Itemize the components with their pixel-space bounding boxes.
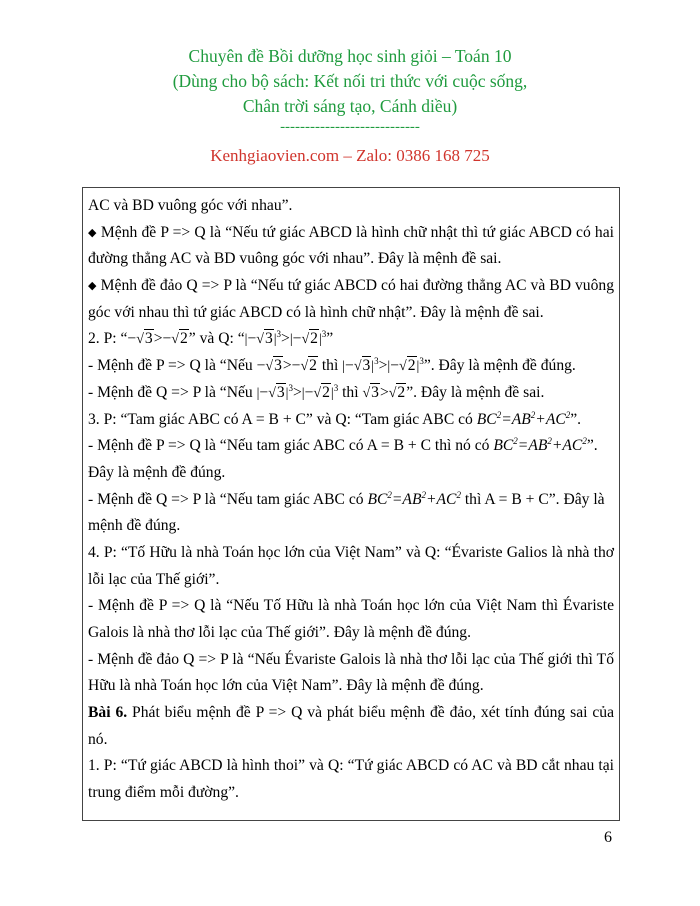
header-subtitle-2: Chân trời sáng tạo, Cánh diều) <box>242 96 458 116</box>
math-expression: $|-√3|^3>|-√2|^3$ <box>342 356 424 375</box>
content-body <box>88 193 614 807</box>
exercise-heading: Bài 6. Phát biểu mệnh đề P => Q và phát biểu mệnh đề đảo, xét tính đúng sai của <box>88 704 614 722</box>
math-expression: $|-√3|^3>|-√2|^3$ <box>256 382 339 401</box>
math-expression: $BC^2=AB^2+AC^2$ <box>367 489 461 508</box>
math-expression: $BC^2=AB^2+AC^2$ <box>476 409 571 428</box>
text-line: lỗi lạc của Thế giới”. <box>88 570 220 588</box>
text-line: - Mệnh đề Q => P là “Nếu $|-√3|^3>|-√2|^3$ thì √3>√2”. Đây là mệnh đề sai. <box>88 382 545 401</box>
text-line: 4. P: “Tố Hữu là nhà Toán học lớn của Việt Nam” và Q: “Évariste Galios là nhà thơ <box>88 543 614 561</box>
text-line: - Mệnh đề Q => P là “Nếu tam giác ABC có $BC^2=AB^2+AC^2$ thì A = B + C”. Đây là <box>88 489 605 508</box>
header-subtitle: (Dùng cho bộ sách: Kết nối tri thức với cuộc sống, <box>172 71 528 91</box>
text-line: AC và BD vuông góc với nhau”. <box>88 197 293 214</box>
text-line: ◆ Mệnh đề P => Q là “Nếu tứ giác ABCD là hình chữ nhật thì tứ giác ABCD có hai <box>88 223 614 241</box>
text-line: 3. P: “Tam giác ABC có A = B + C” và Q: “Tam giác ABC có $BC^2=AB^2+AC^2$”. <box>88 409 582 428</box>
document-header <box>0 44 700 119</box>
header-website: Kenhgiaovien.com – Zalo: 0386 168 725 <box>210 146 490 165</box>
text-line: 1. P: “Tứ giác ABCD là hình thoi” và Q: “Tứ giác ABCD có AC và BD cắt nhau tại <box>88 757 614 775</box>
text-line: Hữu là nhà Toán học lớn của Việt Nam”. Đây là mệnh đề đúng. <box>88 677 484 695</box>
math-expression: $BC^2=AB^2+AC^2$ <box>493 436 587 455</box>
math-expression: √3>√2 <box>362 383 406 401</box>
text-line: - Mệnh đề P => Q là “Nếu −√3>−√2 thì $|-√3|^3>|-√2|^3$”. Đây là mệnh đề đúng. <box>88 356 576 375</box>
page-number: 6 <box>604 829 612 846</box>
text-line: ◆ Mệnh đề đảo Q => P là “Nếu tứ giác ABCD có hai đường thẳng AC và BD vuông <box>88 277 614 295</box>
text-line: - Mệnh đề đảo Q => P là “Nếu Évariste Galois là nhà thơ lỗi lạc của Thế giới thì Tố <box>88 650 614 668</box>
text-line: Galois là nhà thơ lỗi lạc của Thế giới”. Đây là mệnh đề đúng. <box>88 624 471 641</box>
text-line: 2. P: “−√3>−√2” và Q: “$|-√3|^3>|-√2|^3$” <box>88 329 334 348</box>
math-expression: $|-√3|^3>|-√2|^3$ <box>244 329 327 348</box>
diamond-bullet-icon: ◆ <box>88 226 97 239</box>
text-line: mệnh đề đúng. <box>88 517 181 535</box>
text-line: - Mệnh đề P => Q là “Nếu Tố Hữu là nhà Toán học lớn của Việt Nam thì Évariste <box>88 597 614 615</box>
header-divider: ---------------------------- <box>280 119 420 135</box>
header-title: Chuyên đề Bồi dưỡng học sinh giỏi – Toán 10 <box>188 46 512 66</box>
text-line: đường thẳng AC và BD vuông góc với nhau”. Đây là mệnh đề sai. <box>88 250 502 268</box>
text-line: nó. <box>88 730 108 748</box>
text-line: trung điểm mỗi đường”. <box>88 784 239 802</box>
diamond-bullet-icon: ◆ <box>88 280 97 293</box>
text-line: Đây là mệnh đề đúng. <box>88 463 226 481</box>
math-expression: −√3>−√2 <box>256 357 317 375</box>
math-expression: −√3>−√2 <box>127 330 188 348</box>
text-line: góc với nhau thì tứ giác ABCD có là hình chữ nhật”. Đây là mệnh đề sai. <box>88 303 544 321</box>
text-line: - Mệnh đề P => Q là “Nếu tam giác ABC có A = B + C thì nó có $BC^2=AB^2+AC^2$”. <box>88 436 598 455</box>
